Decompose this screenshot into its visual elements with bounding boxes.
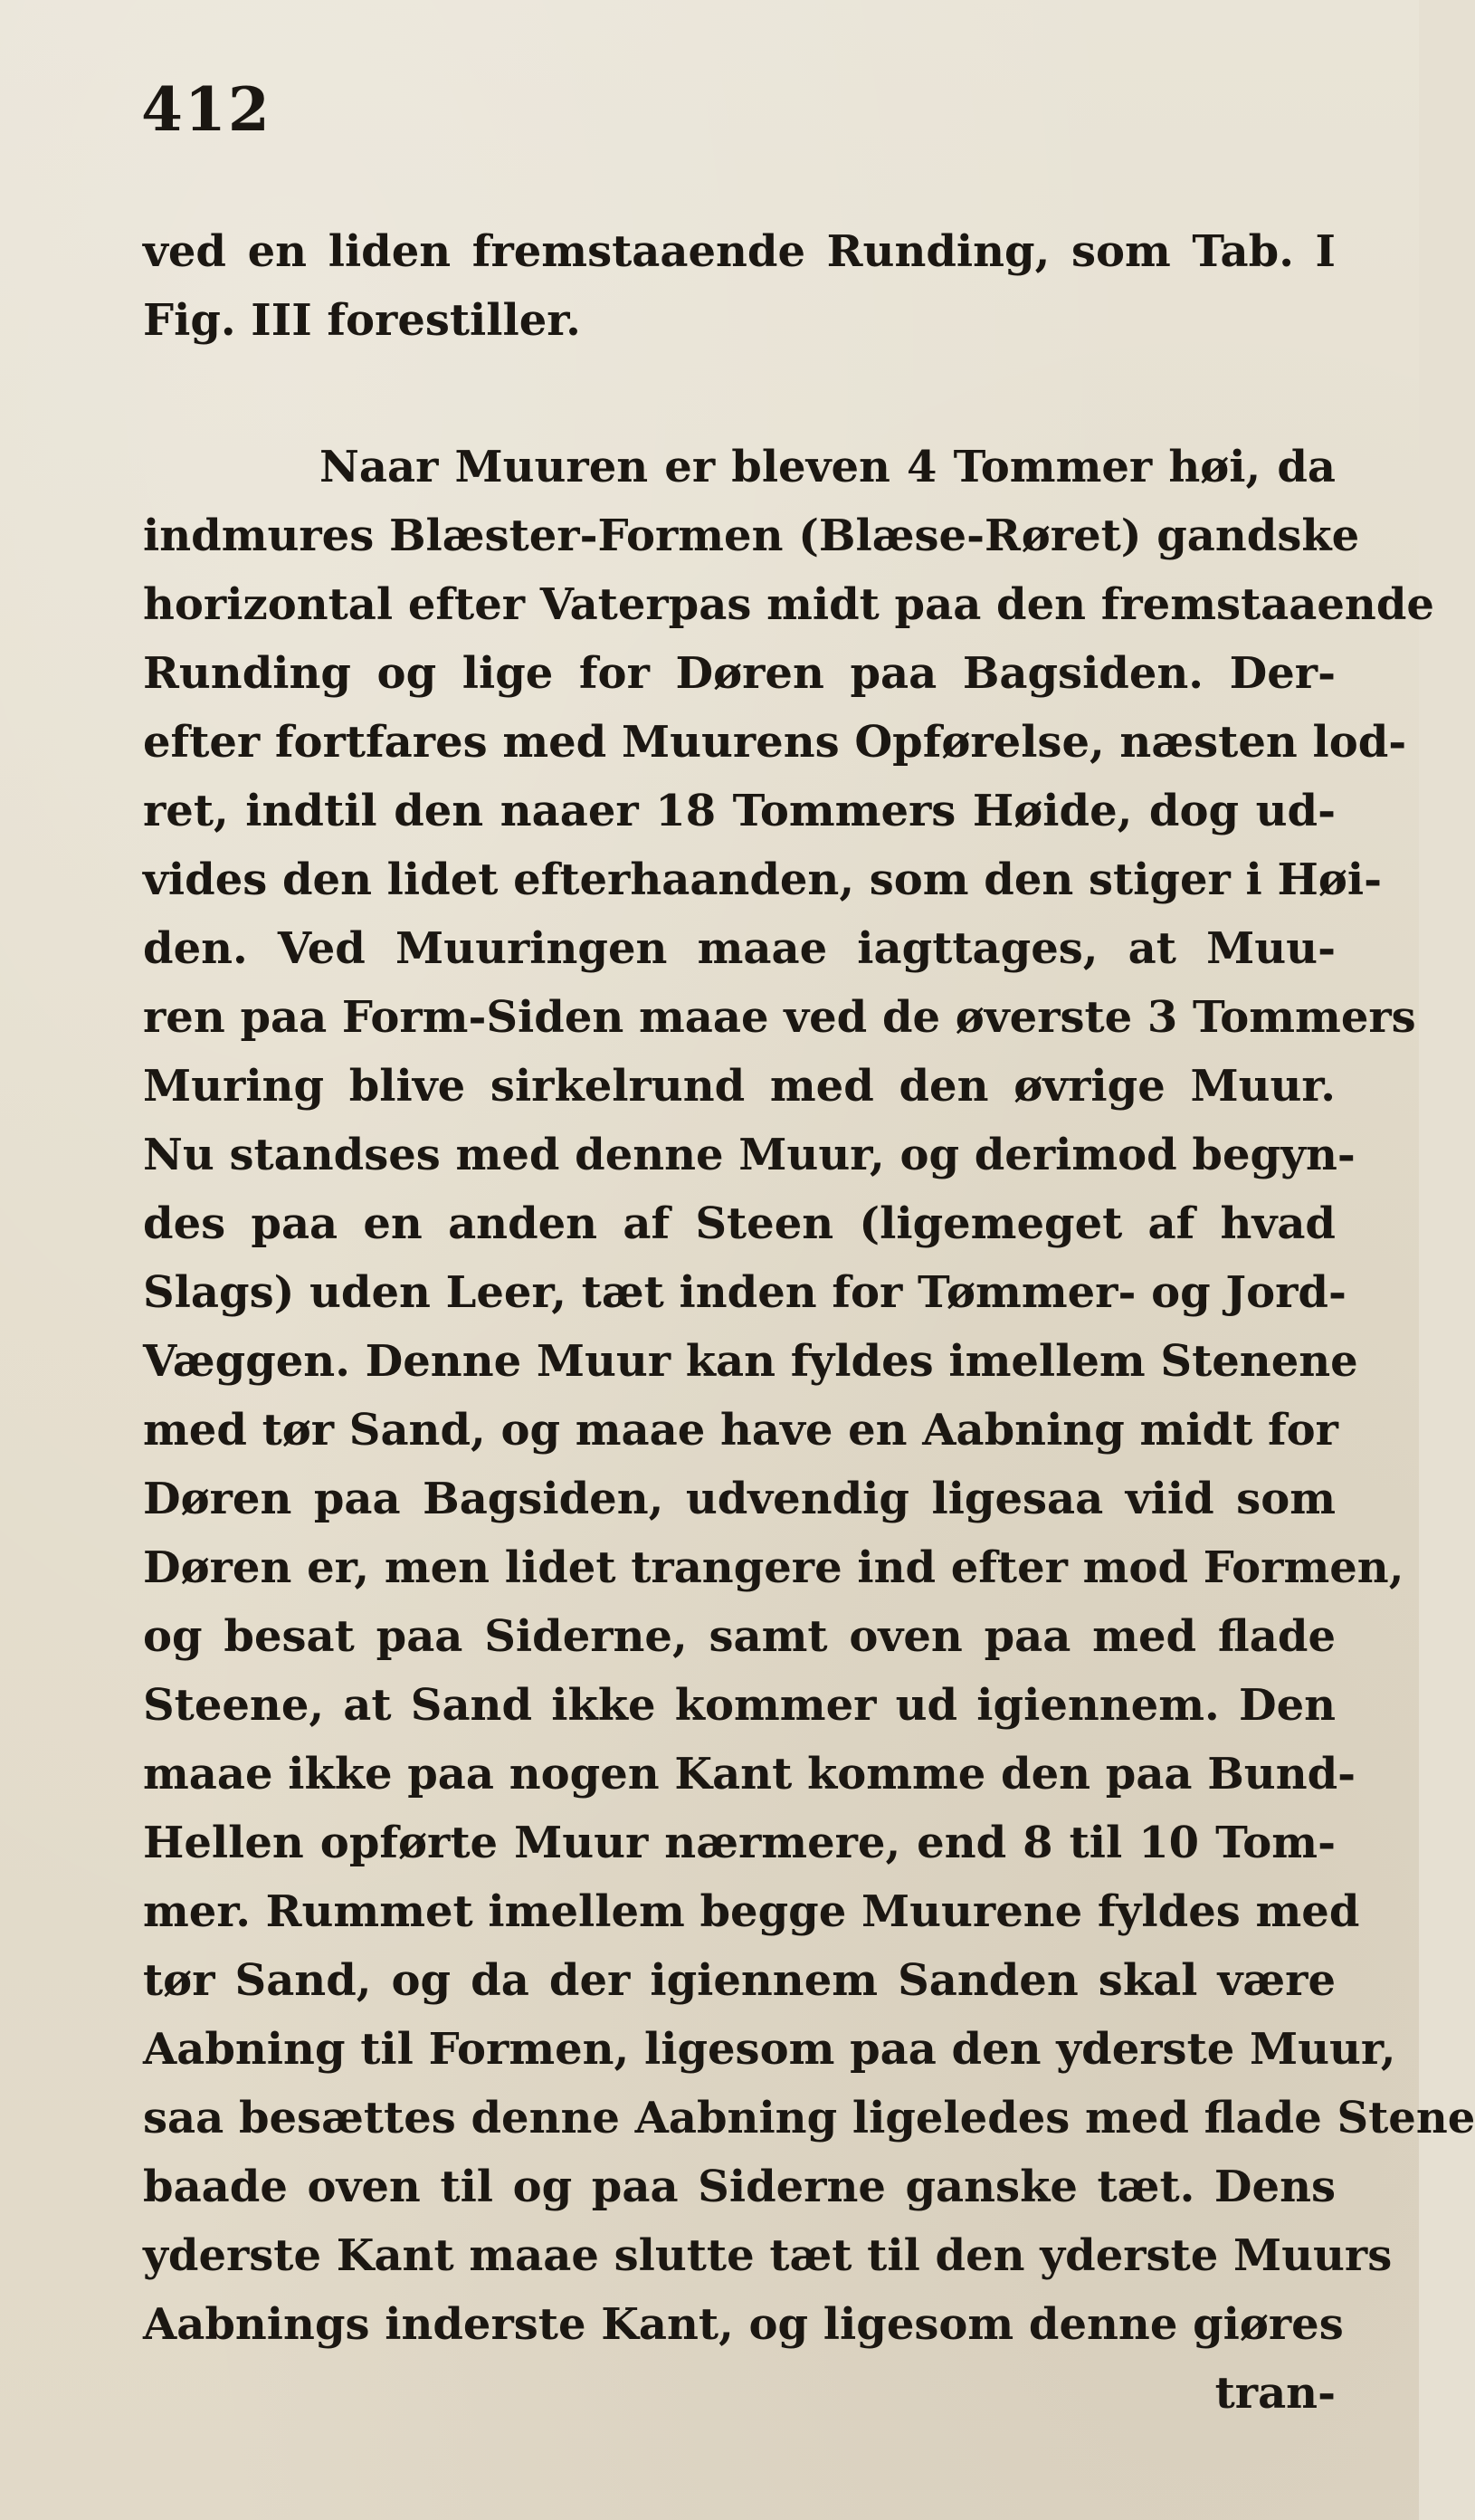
text-line: tør Sand, og da der igiennem Sanden skal være bbox=[143, 1955, 1336, 2006]
text-line: Væggen. Denne Muur kan fyldes imellem Stenene bbox=[143, 1336, 1358, 1387]
text-line: Døren paa Bagsiden, udvendig ligesaa viid som bbox=[143, 1474, 1336, 1524]
text-line: vides den lidet efterhaanden, som den stiger i Høi- bbox=[143, 854, 1382, 905]
text-line: ved en liden fremstaaende Runding, som Tab. I bbox=[143, 226, 1336, 277]
text-line: des paa en anden af Steen (ligemeget af hvad bbox=[143, 1198, 1336, 1249]
text-line: Slags) uden Leer, tæt inden for Tømmer- og Jord- bbox=[143, 1267, 1347, 1318]
page-number: 412 bbox=[141, 74, 271, 145]
text-line: Døren er, men lidet trangere ind efter mod Formen, bbox=[143, 1542, 1404, 1593]
text-line: Hellen opførte Muur nærmere, end 8 til 10 Tom- bbox=[143, 1818, 1336, 1868]
text-line: indmures Blæster-Formen (Blæse-Røret) gandske bbox=[143, 511, 1360, 561]
paragraph-gap bbox=[143, 355, 1336, 433]
text-line: maae ikke paa nogen Kant komme den paa Bund- bbox=[143, 1749, 1356, 1799]
text-line: Aabnings inderste Kant, og ligesom denne giøres bbox=[143, 2299, 1344, 2350]
text-line: Steene, at Sand ikke kommer ud igiennem. Den bbox=[143, 1680, 1336, 1731]
text-line: den. Ved Muuringen maae iagttages, at Muu- bbox=[143, 923, 1336, 974]
text-line: ren paa Form-Siden maae ved de øverste 3 Tommers bbox=[143, 992, 1416, 1043]
text-line: Naar Muuren er bleven 4 Tommer høi, da bbox=[319, 442, 1336, 492]
text-line: Muring blive sirkelrund med den øvrige Muur. bbox=[143, 1061, 1336, 1112]
text-line: og besat paa Siderne, samt oven paa med flade bbox=[143, 1611, 1336, 1662]
catchword: tran- bbox=[1214, 2368, 1336, 2419]
text-line: saa besættes denne Aabning ligeledes med flade Stene bbox=[143, 2093, 1475, 2143]
text-line: Nu standses med denne Muur, og derimod begyn- bbox=[143, 1130, 1356, 1180]
text-line: med tør Sand, og maae have en Aabning midt for bbox=[143, 1405, 1338, 1456]
body-text bbox=[143, 217, 1475, 2428]
text-line: horizontal efter Vaterpas midt paa den fremstaaende bbox=[143, 579, 1434, 630]
text-line: Fig. III forestiller. bbox=[143, 295, 581, 346]
text-line: ret, indtil den naaer 18 Tommers Høide, dog ud- bbox=[143, 786, 1336, 836]
text-line: mer. Rummet imellem begge Muurene fyldes med bbox=[143, 1886, 1360, 1937]
text-line: Runding og lige for Døren paa Bagsiden. Der- bbox=[143, 648, 1336, 699]
text-line: efter fortfares med Muurens Opførelse, næsten lod- bbox=[143, 717, 1407, 768]
text-line: baade oven til og paa Siderne ganske tæt. Dens bbox=[143, 2162, 1336, 2212]
text-line: yderste Kant maae slutte tæt til den yderste Muurs bbox=[143, 2230, 1393, 2281]
text-line: Aabning til Formen, ligesom paa den yderste Muur, bbox=[143, 2024, 1396, 2075]
